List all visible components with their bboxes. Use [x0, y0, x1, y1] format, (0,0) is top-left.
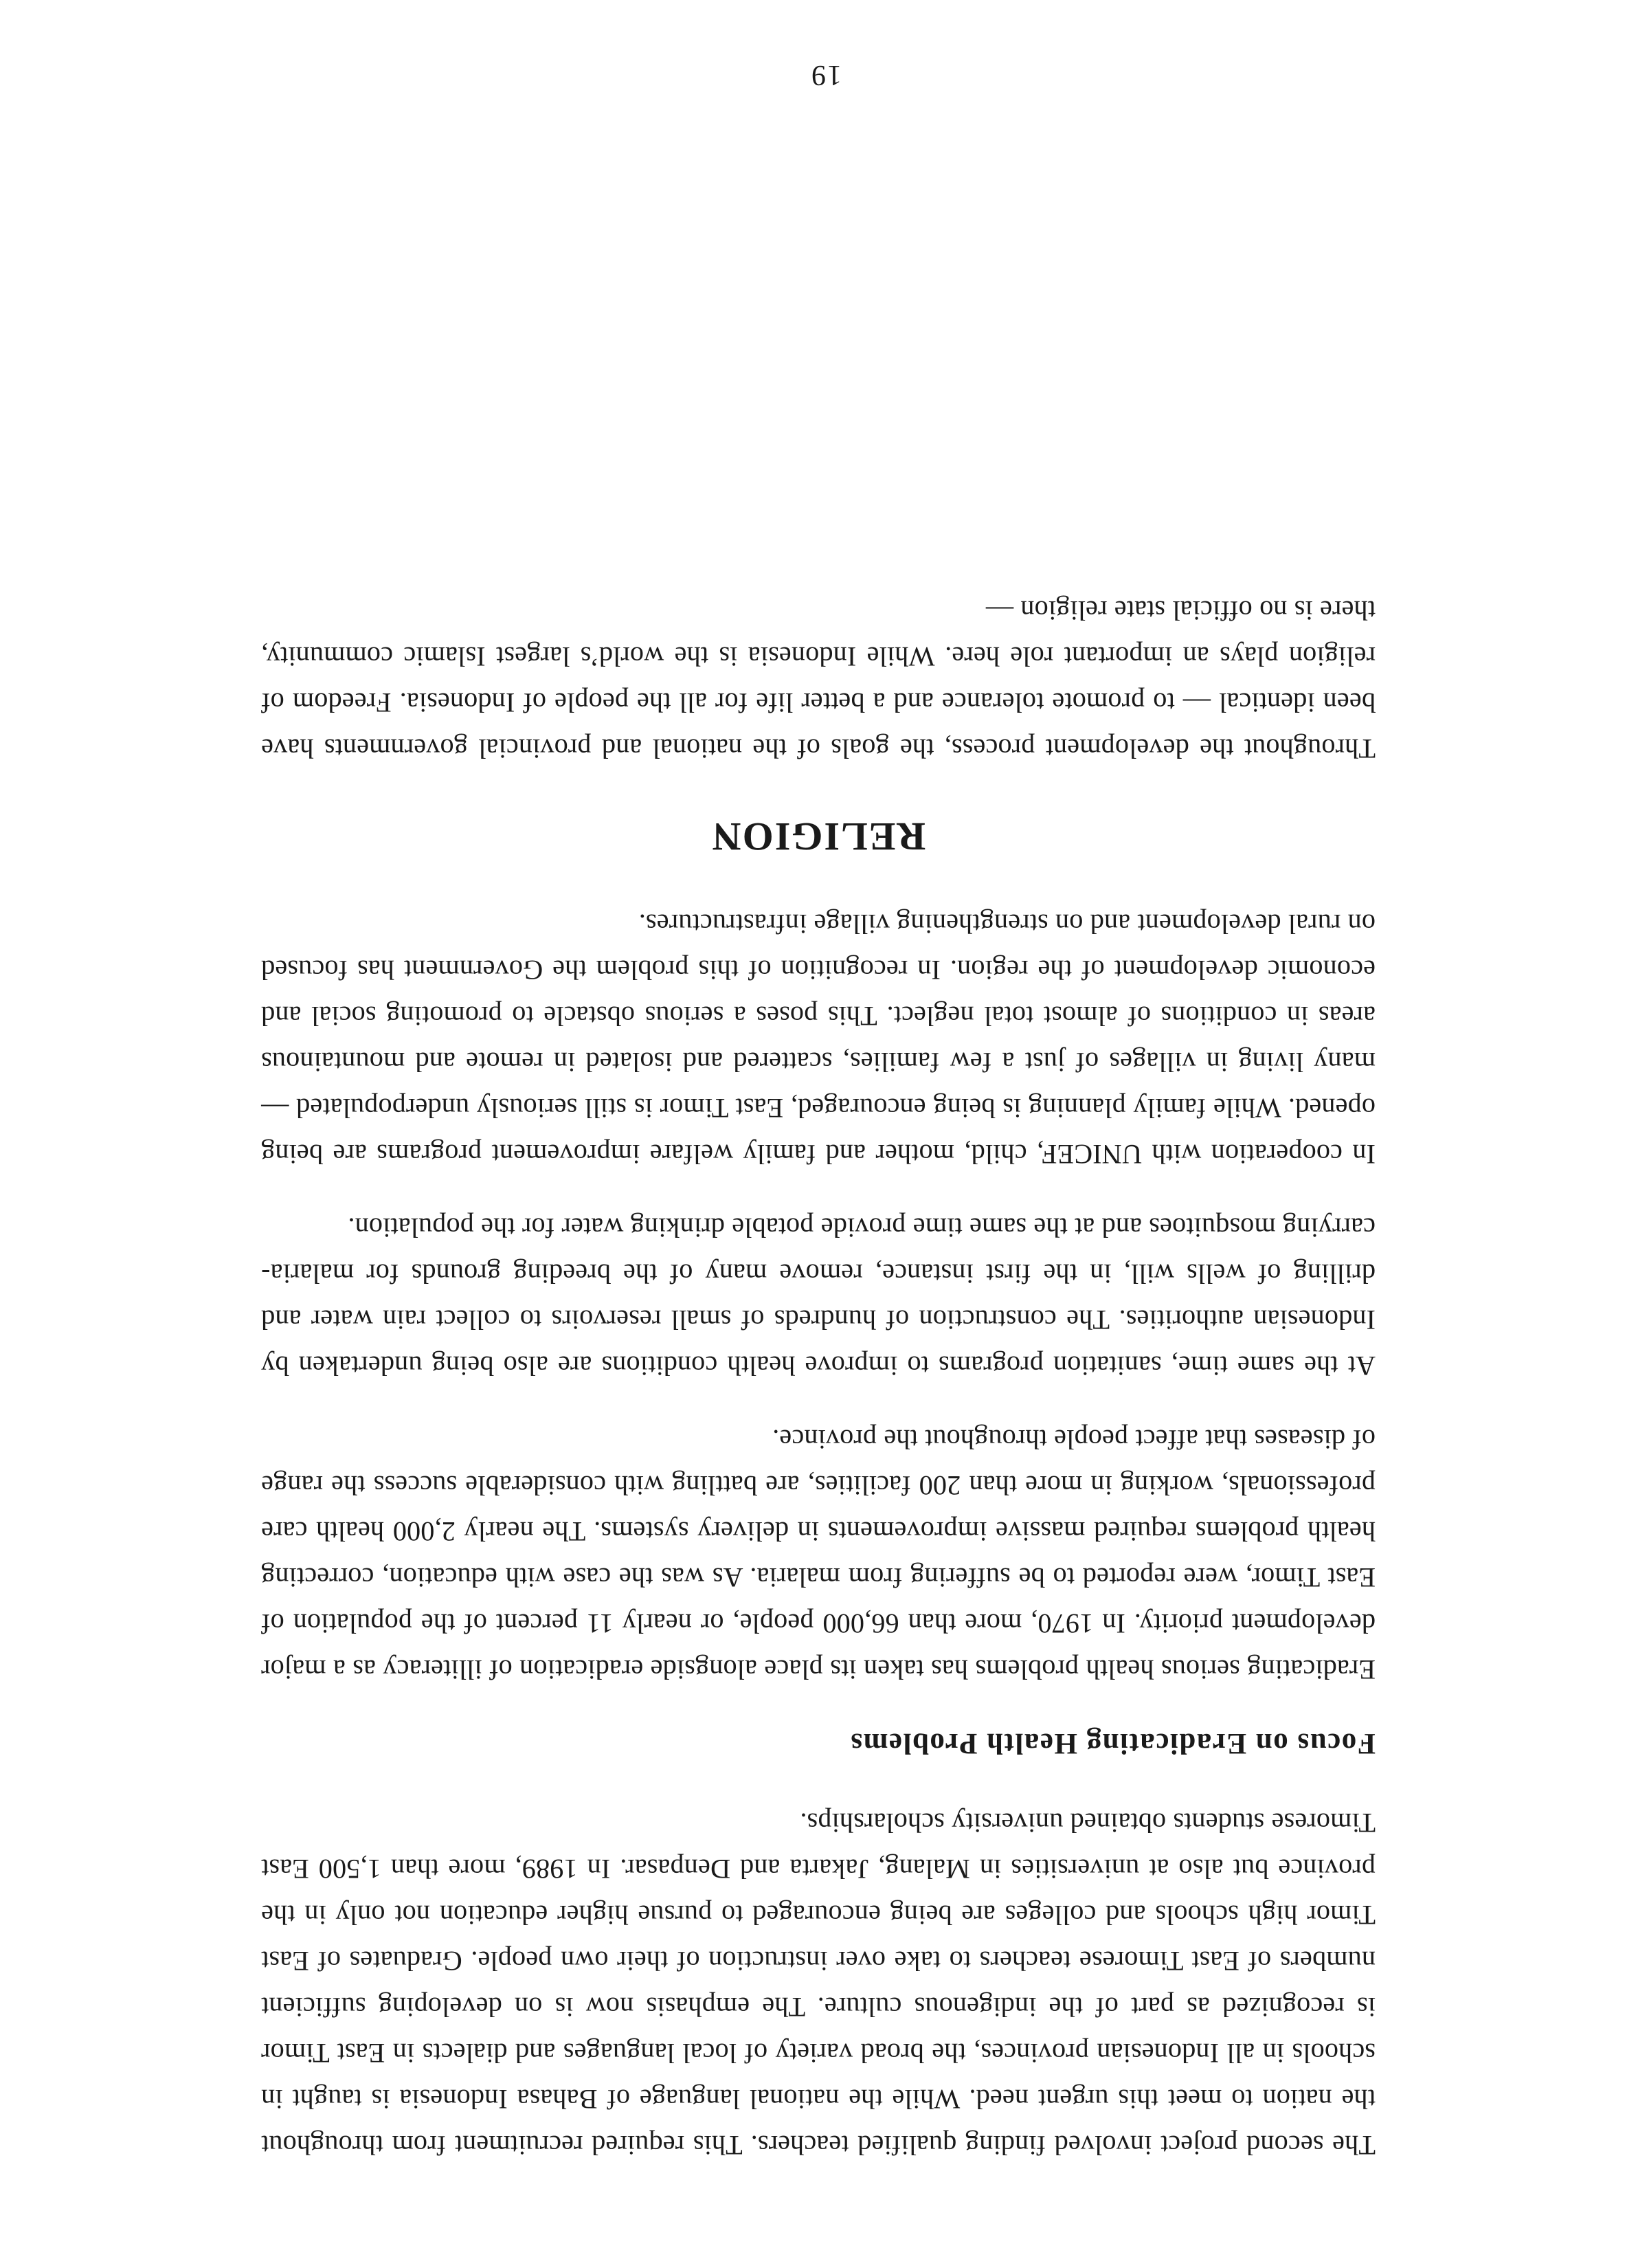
body-text [261, 588, 1376, 2168]
paragraph-health-2: At the same time, sanitation programs to improve health conditions are also being undertaken by Indonesian authorities. The construction of hundreds of small reservoirs to collect rain water and drilling of wells will, in the first instance, remove many of the breeding grounds for malaria-carrying mosquitoes and at the same time provide potable drinking water for the population. [261, 1212, 1376, 1381]
section-heading-health: Focus on Eradicating Health Problems [849, 1727, 1376, 1759]
paragraph-religion-1: Throughout the development process, the goals of the national and provincial governments have been identical — to promote tolerance and a better life for all the people of Indonesia. Freedom of religion plays an important role here. While Indonesia is the world’s largest Islamic community, there is no official state religion — [261, 595, 1376, 764]
section-heading-religion: RELIGION [710, 814, 926, 859]
paragraph-health-3: In cooperation with UNICEF, child, mother and family welfare improvement programs are being opened. While family planning is being encouraged, East Timor is still seriously underpopulated — many living in villages of just a few families, scattered and isolated in remote and mountainous areas in conditions of almost total neglect. This poses a serious obstacle to promoting social and economic development of the region. In recognition of this problem the Government has focused on rural development and on strengthening village infrastructures. [261, 909, 1376, 1170]
paragraph-health-1: Eradicating serious health problems has taken its place alongside eradication of illiteracy as a major development priority. In 1970, more than 66,000 people, or nearly 11 percent of the population of East Timor, were reported to be suffering from malaria. As was the case with education, correcting health problems required massive improvements in delivery systems. The nearly 2,000 health care professionals, working in more than 200 facilities, are battling with considerable success the range of diseases that affect people throughout the province. [261, 1424, 1376, 1685]
page-number: 19 [810, 59, 842, 91]
paragraph-teachers: The second project involved finding qualified teachers. This required recruitment from throughout the nation to meet this urgent need. While the national language of Bahasa Indonesia is taught in schools in all Indonesian provinces, the broad variety of local languages and dialects in East Timor is recognized as part of the indigenous culture. The emphasis now is on developing sufficient numbers of East Timorese teachers to take over instruction of their own people. Graduates of East Timor high schools and colleges are being encouraged to pursue higher education not only in the province but also at universities in Malang, Jakarta and Denpasar. In 1989, more than 1,500 East Timorese students obtained university scholarships. [261, 1808, 1376, 2161]
